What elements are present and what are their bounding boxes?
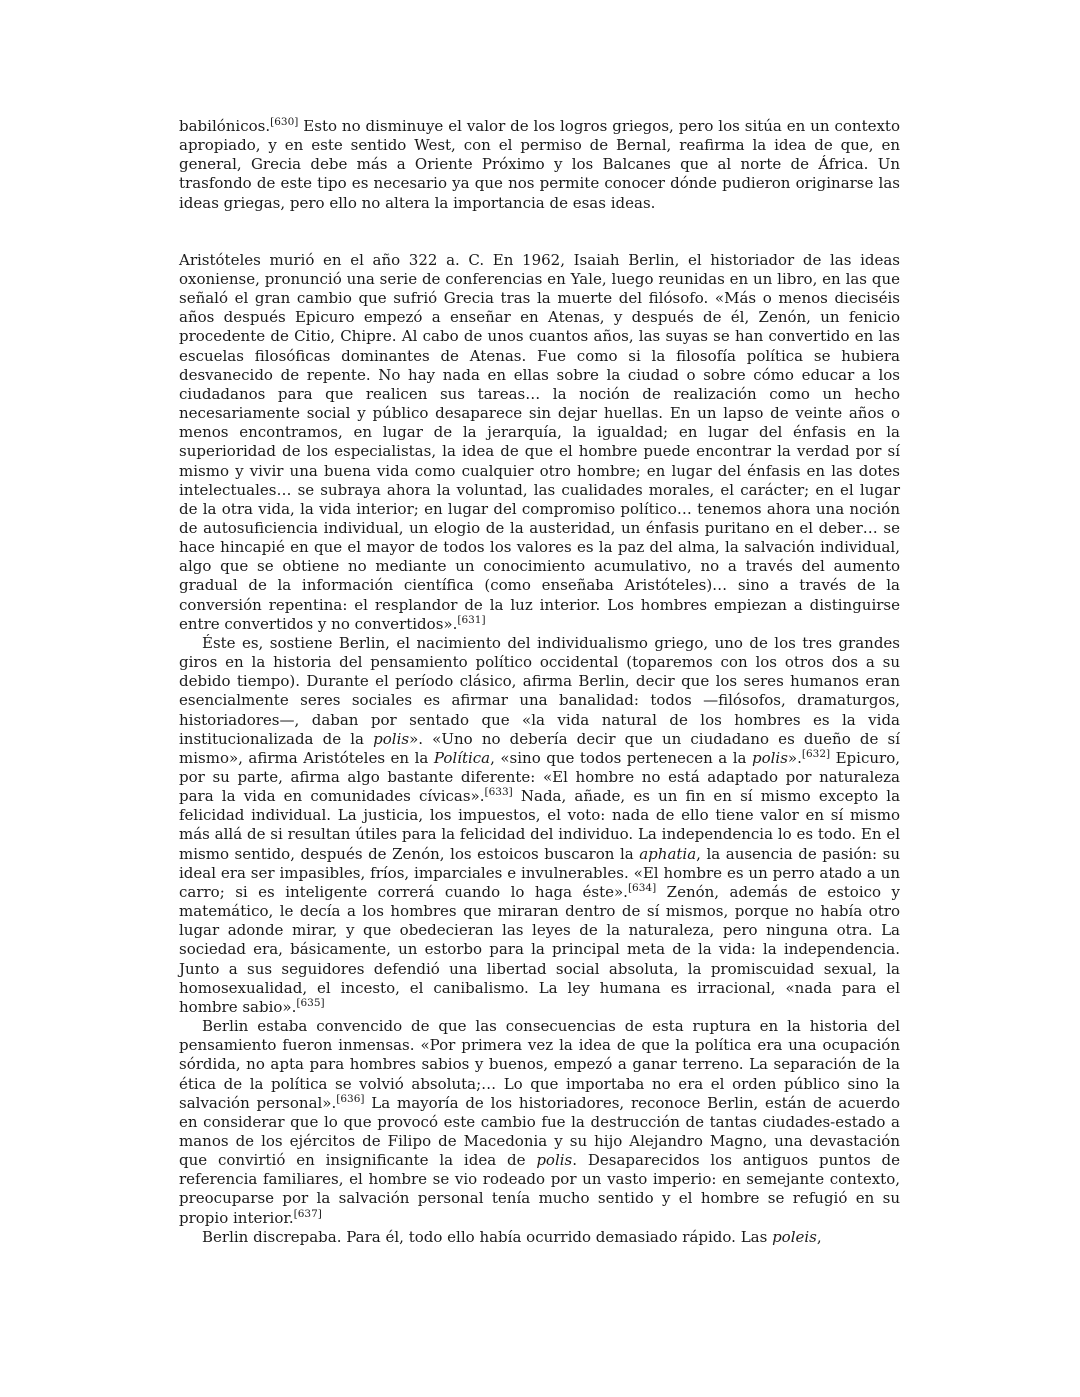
footnote-reference[interactable]: [632]: [801, 747, 831, 760]
text-run: ,: [816, 1227, 822, 1246]
text-run: Zenón, además de estoico y matemático, le decía a los hombres que miraran dentro de sí mismos, porque no había otro lugar adonde mirar, y que obedecieran las leyes de la naturaleza, pero ninguna otra. La sociedad era, básicamente, un estorbo para la principal meta de la vida: la independencia. Junto a sus seguidores defendió una libertad social absoluta, la promiscuidad sexual, la homosexualidad, el incesto, el canibalismo. La ley humana es irracional, «nada para el hombre sabio».: [179, 882, 900, 1016]
text-run: ». «Uno no debería decir que un ciudadano es dueño de sí mismo», afirma Aristóteles en la: [179, 729, 900, 767]
italic-term: poleis: [772, 1227, 817, 1246]
text-run: . Desaparecidos los antiguos puntos de referencia familiares, el hombre se vio rodeado por un vasto imperio: en semejante contexto, preocuparse por la salvación personal tenía mucho sentido y el hombre se refugió en su propio interior.: [179, 1151, 900, 1227]
footnote-reference[interactable]: [633]: [484, 786, 513, 799]
section-break: [179, 213, 900, 251]
text-run: Berlin estaba convencido de que las consecuencias de esta ruptura en la historia del pensamiento fueron inmensas. «Por primera vez la idea de que la política era una ocupación sórdida, no apta para hombres sabios y buenos, empezó a ganar terreno. La separación de la ética de la política se volvió absoluta;… Lo que importaba no era el orden público sino la salvación personal».: [179, 1017, 900, 1112]
text-run: , la ausencia de pasión: su ideal era ser impasibles, fríos, imparciales e invulnerables. «El hombre es un perro atado a un carro; si es inteligente correrá cuando lo haga éste».: [179, 844, 900, 901]
italic-term: polis: [536, 1151, 573, 1170]
paragraph-5: [179, 1228, 900, 1247]
text-run: Nada, añade, es un fin en sí mismo excepto la felicidad individual. La justicia, los impuestos, el voto: nada de ello tiene valor en sí mismo más allá de si resultan útiles para la felicidad del individuo. La independencia lo es todo. En el mismo sentido, después de Zenón, los estoicos buscaron la: [179, 787, 901, 863]
paragraph-4: [179, 1017, 900, 1228]
paragraph-3: [179, 634, 900, 1017]
document-page: [179, 117, 900, 1247]
italic-term: polis: [751, 748, 788, 767]
text-run: La mayoría de los historiadores, reconoce Berlin, están de acuerdo en considerar que lo que provocó este cambio fue la destrucción de tantas ciudades-estado a manos de los ejércitos de Filipo de Macedonia y su hijo Alejandro Magno, una devastación que convirtió en insignificante la idea de: [179, 1093, 900, 1170]
paragraph-2: [179, 251, 900, 634]
paragraph-1: [179, 117, 900, 213]
text-run: Éste es, sostiene Berlin, el nacimiento del individualismo griego, uno de los tres grandes giros en la historia del pensamiento político occidental (toparemos con los otros dos a su debido tiempo). Durante el período clásico, afirma Berlin, decir que los seres humanos eran esencialmente seres sociales es afirmar una banalidad: todos —filósofos, dramaturgos, historiadores—, daban por sentado que «la vida natural de los hombres es la vida institucionalizada de la: [179, 633, 900, 748]
text-run: ».: [787, 748, 802, 767]
text-run: Aristóteles murió en el año 322 a. C. En 1962, Isaiah Berlin, el historiador de las ideas oxoniense, pronunció una serie de conferencias en Yale, luego reunidas en un libro, en las que señaló el gran cambio que sufrió Grecia tras la muerte del filósofo. «Más o menos dieciséis años después Epicuro empezó a enseñar en Atenas, y después de él, Zenón, un fenicio procedente de Citio, Chipre. Al cabo de unos cuantos años, las suyas se han convertido en las escuelas filosóficas dominantes de Atenas. Fue como si la filosofía política se hubiera desvanecido de repente. No hay nada en ellas sobre la ciudad o sobre cómo educar a los ciudadanos para que realicen sus tareas… la noción de realización como un hecho necesariamente social y público desaparece sin dejar huellas. En un lapso de veinte años o menos encontramos, en lugar de la jerarquía, la igualdad; en lugar del énfasis en la superioridad de los especialistas, la idea de que el hombre puede encontrar la verdad por sí mismo y vivir una buena vida como cualquier otro hombre; en lugar del énfasis en las dotes intelectuales… se subraya ahora la voluntad, las cualidades morales, el carácter; en el lugar de la otra vida, la vida interior; en lugar del compromiso político… tenemos ahora una noción de autosuficiencia individual, un elogio de la austeridad, un énfasis puritano en el deber… se hace hincapié en que el mayor de todos los valores es la paz del alma, la salvación individual, algo que se obtiene no mediante un conocimiento acumulativo, no a través del aumento gradual de la información científica (como enseñaba Aristóteles)… sino a través de la conversión repentina: el resplandor de la luz interior. Los hombres empiezan a distinguirse entre convertidos y no convertidos».: [179, 250, 900, 633]
footnote-reference[interactable]: [630]: [270, 116, 299, 128]
footnote-reference[interactable]: [634]: [627, 881, 657, 894]
footnote-reference[interactable]: [636]: [336, 1092, 365, 1105]
text-run: babilónicos.: [179, 117, 271, 135]
italic-term: Política: [433, 748, 491, 767]
text-run: Esto no disminuye el valor de los logros griegos, pero los sitúa en un contexto apropiado, y en este sentido West, con el permiso de Bernal, reafirma la idea de que, en general, Grecia debe más a Oriente Próximo y los Balcanes que al norte de África. Un trasfondo de este tipo es necesario ya que nos permite conocer dónde pudieron originarse las ideas griegas, pero ello no altera la importancia de esas ideas.: [179, 117, 900, 212]
italic-term: polis: [373, 729, 410, 748]
footnote-reference[interactable]: [637]: [293, 1207, 322, 1220]
text-run: Epicuro, por su parte, afirma algo bastante diferente: «El hombre no está adaptado por naturaleza para la vida en comunidades cívicas».: [179, 748, 900, 806]
italic-term: aphatia: [639, 844, 697, 863]
text-run: Berlin discrepaba. Para él, todo ello había ocurrido demasiado rápido. Las: [202, 1227, 773, 1246]
footnote-reference[interactable]: [635]: [296, 996, 325, 1009]
footnote-reference[interactable]: [631]: [457, 613, 486, 626]
text-run: , «sino que todos pertenecen a la: [490, 748, 752, 767]
